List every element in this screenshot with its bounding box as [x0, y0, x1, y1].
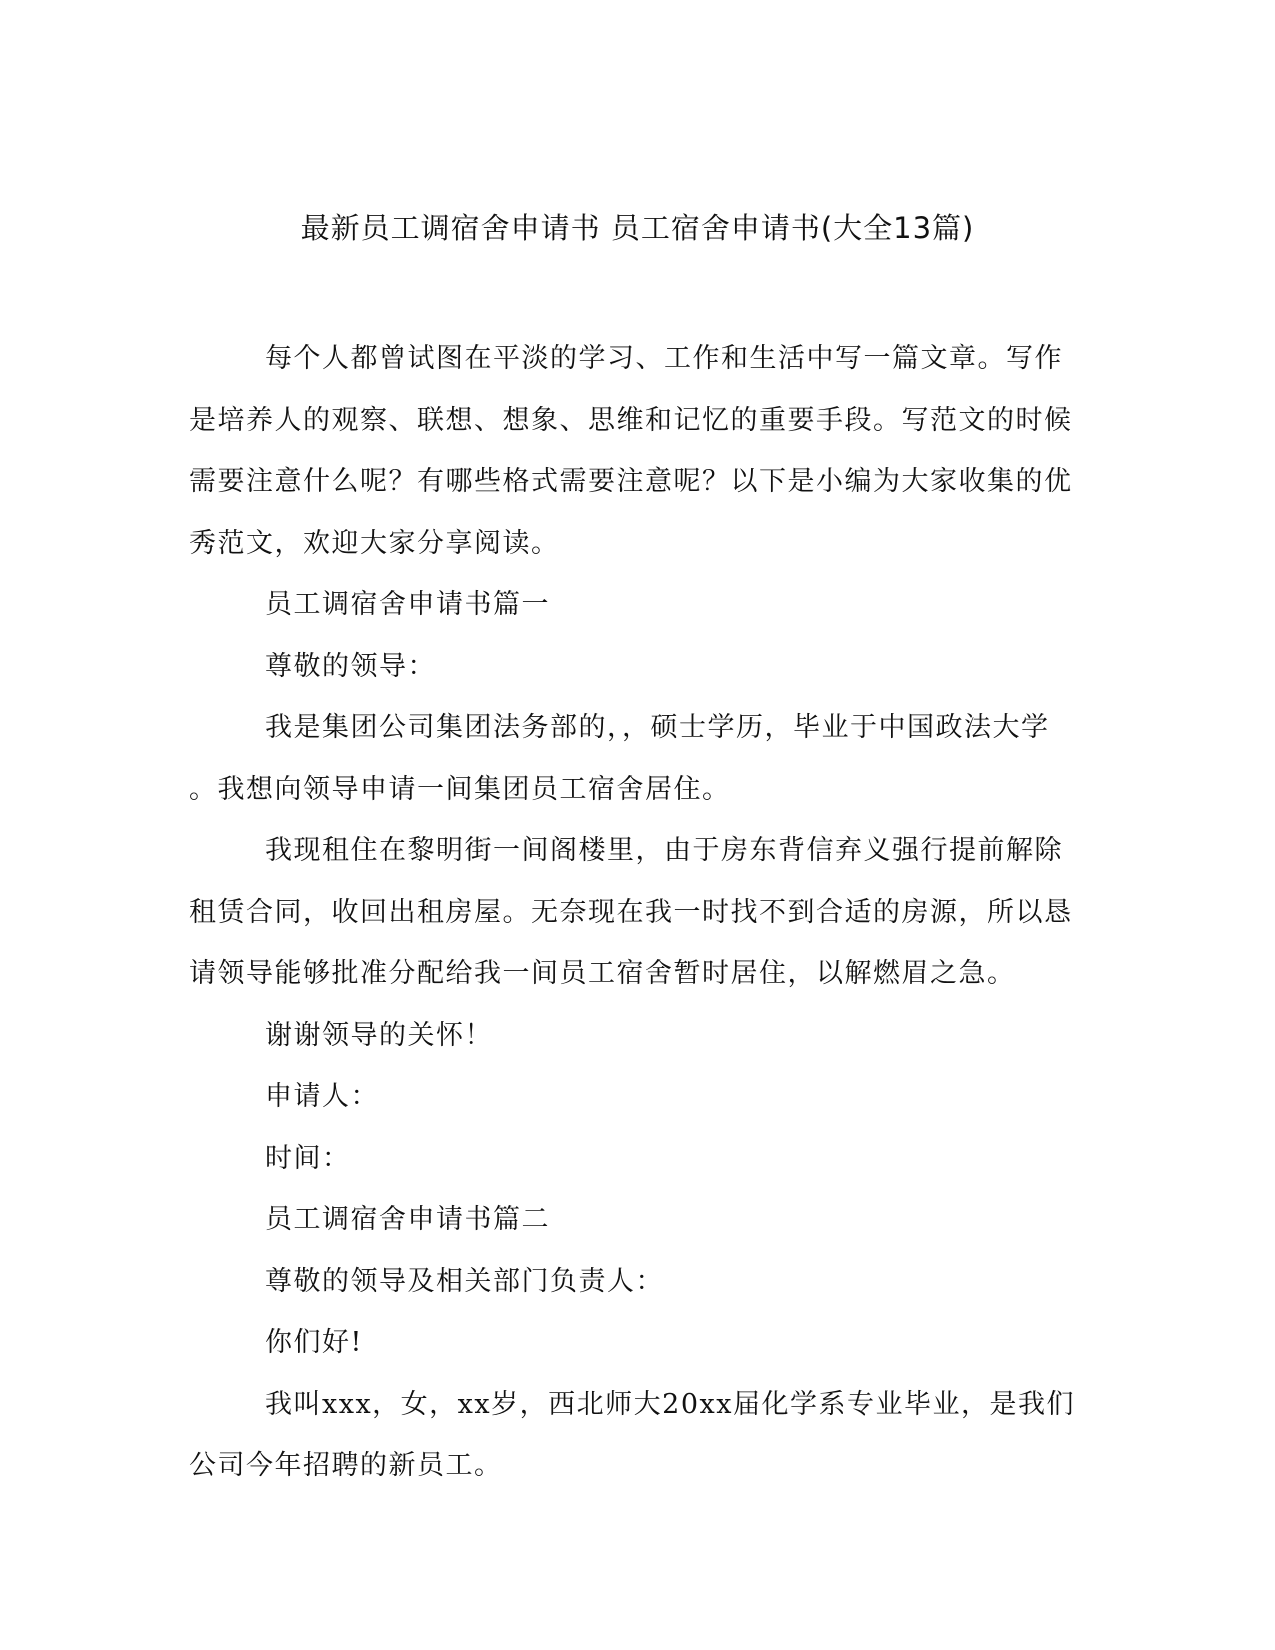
section-heading-1: 员工调宿舍申请书篇一 [265, 589, 550, 620]
date-label: 时间： [265, 1142, 351, 1174]
paragraph-reason: 我现租住在黎明街一间阁楼里，由于房东背信弃义强行提前解除租赁合同，收回出租房屋。无奈现在我一时找不到合适的房源，所以恳请领导能够批准分配给我一间员工宿舍暂时居住，以解燃眉之急。 [189, 835, 1073, 989]
paragraph-self-intro: 我是集团公司集团法务部的，，硕士学历，毕业于中国政法大学 [265, 712, 1050, 743]
paragraph-request: 。我想向领导申请一间集团员工宿舍居住。 [189, 773, 731, 805]
section-heading-2: 员工调宿舍申请书篇二 [265, 1204, 550, 1235]
paragraph-self-intro-2: 我叫xxx，女，xx岁，西北师大20xx届化学系专业毕业，是我们公司今年招聘的新员工。 [189, 1388, 1075, 1481]
applicant-label: 申请人： [265, 1081, 379, 1112]
document-title: 最新员工调宿舍申请书 员工宿舍申请书(大全13篇) [300, 211, 975, 245]
salutation-2: 尊敬的领导及相关部门负责人： [265, 1265, 664, 1297]
intro-paragraph: 每个人都曾试图在平淡的学习、工作和生活中写一篇文章。写作是培养人的观察、联想、想象、思维和记忆的重要手段。写范文的时候需要注意什么呢？有哪些格式需要注意呢？以下是小编为大家收集的优秀范文，欢迎大家分享阅读。 [189, 343, 1073, 559]
greeting: 你们好! [265, 1327, 363, 1358]
document-body [189, 328, 1079, 1497]
paragraph-thanks: 谢谢领导的关怀！ [265, 1019, 493, 1051]
salutation-1: 尊敬的领导： [265, 650, 436, 682]
